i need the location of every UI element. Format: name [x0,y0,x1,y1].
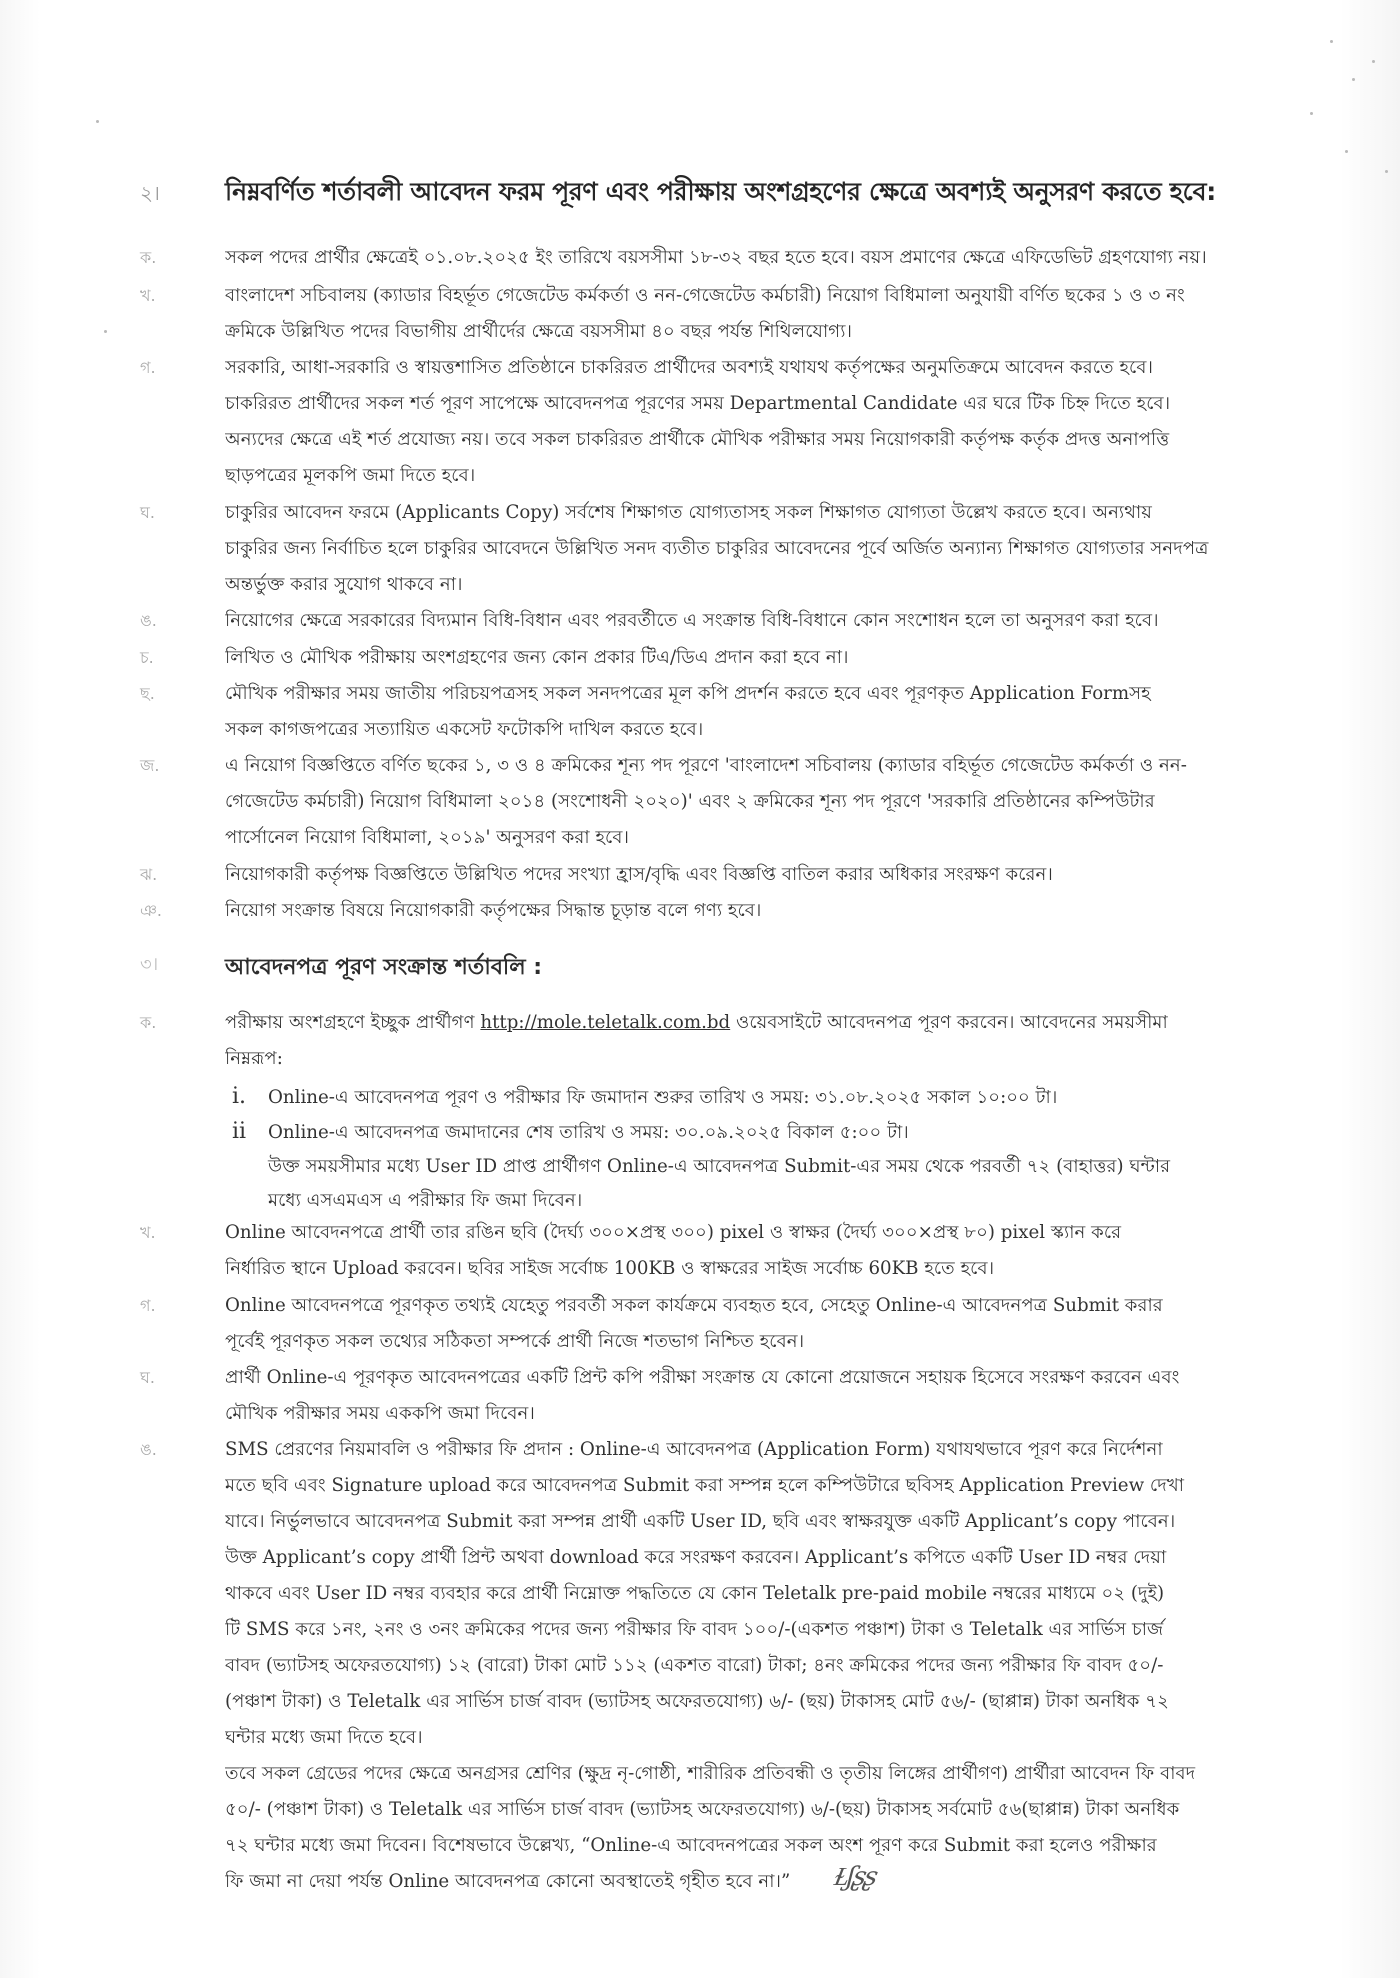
item-text-line: প্রার্থী Online-এ পূরণকৃত আবেদনপত্রের একটি প্রিন্ট কপি পরীক্ষা সংক্রান্ত যে কোনো প্রয়োজনে সহায়ক হিসেবে সংরক্ষণ করবেন এবং [225,1367,1180,1388]
item-text-line: তবে সকল গ্রেডের পদের ক্ষেত্রে অনগ্রসর শ্রেণির (ক্ষুদ্র নৃ-গোষ্ঠী, শারীরিক প্রতিবন্ধী ও তৃতীয় লিঙ্গের প্রার্থীগণ) প্রার্থীরা আবেদন ফি বাবদ [225,1763,1196,1784]
item-text-line: ফি জমা না দেয়া পর্যন্ত Online আবেদনপত্র কোনো অবস্থাতেই গৃহীত হবে না।” [225,1871,791,1892]
item-text-line: থাকবে এবং User ID নম্বর ব্যবহার করে প্রার্থী নিম্নোক্ত পদ্ধতিতে যে কোন Teletalk pre-paid mobile নম্বরের মাধ্যমে ০২ (দুই) [225,1583,1165,1604]
item-text-line [225,1005,1385,1041]
item-text-line: লিখিত ও মৌখিক পরীক্ষায় অংশগ্রহণের জন্য কোন প্রকার টিএ/ডিএ প্রদান করা হবে না। [225,647,849,668]
schedule-note-line: উক্ত সময়সীমার মধ্যে User ID প্রাপ্ত প্রার্থীগণ Online-এ আবেদনপত্র Submit-এর সময় থেকে পরবর্তী ৭২ (বাহাত্তর) ঘন্টার [268,1156,1171,1177]
item-text-line: মতে ছবি এবং Signature upload করে আবেদনপত্র Submit করা সম্পন্ন হলে কম্পিউটারে ছবিসহ Application Preview দেখা [225,1475,1185,1496]
schedule-row-end [232,1115,1382,1150]
item-text-line: ছাড়পত্রের মূলকপি জমা দিতে হবে। [225,465,476,486]
item-marker: ঙ. [140,611,157,630]
schedule-note-line: মধ্যে এসএমএস এ পরীক্ষার ফি জমা দিবেন। [268,1190,583,1211]
item-text-line: ৫০/- (পঞ্চাশ টাকা) ও Teletalk এর সার্ভিস চার্জ বাবদ (ভ্যাটসহ অফেরতযোগ্য) ৬/-(ছয়) টাকাসহ সর্বমোট ৫৬(ছাপ্পান্ন) টাকা অনধিক [225,1799,1180,1820]
item-text-line: টি SMS করে ১নং, ২নং ও ৩নং ক্রমিকের পদের জন্য পরীক্ষার ফি বাবদ ১০০/-(একশত পঞ্চাশ) টাকা ও Teletalk এর সার্ভিস চার্জ [225,1619,1164,1640]
item-marker: গ. [140,1296,156,1315]
condition-item-ka [140,240,1385,276]
condition-item-jha [140,857,1385,893]
item-text-line: পূর্বেই পূরণকৃত সকল তথ্যের সঠিকতা সম্পর্কে প্রার্থী নিজে শতভাগ নিশ্চিত হবেন। [225,1331,805,1352]
teletalk-website-link[interactable]: http://mole.teletalk.com.bd [480,1012,731,1033]
item-text-line: Online আবেদনপত্রে পূরণকৃত তথ্যই যেহেতু পরবর্তী সকল কার্যক্রমে ব্যবহৃত হবে, সেহেতু Online-এ আবেদনপত্র Submit করার [225,1295,1163,1316]
scan-speckle [1352,78,1355,81]
application-item-umo-sms-fee [140,1432,1385,1900]
roman-numeral: ii [232,1119,247,1144]
item-marker: ক. [140,248,157,267]
item-text-line: উক্ত Applicant’s copy প্রার্থী প্রিন্ট অথবা download করে সংরক্ষণ করবেন। Applicant’s কপিতে একটি User ID নম্বর দেয়া [225,1547,1167,1568]
item-text-line: ক্রমিকে উল্লিখিত পদের বিভাগীয় প্রার্থীর্দের ক্ষেত্রে বয়সসীমা ৪০ বছর পর্যন্ত শিথিলযোগ্য। [225,321,852,342]
item-text-line: নিয়োগের ক্ষেত্রে সরকারের বিদ্যমান বিধি-বিধান এবং পরবর্তীতে এ সংক্রান্ত বিধি-বিধানে কোন সংশোধন হলে তা অনুসরণ করা হবে। [225,610,1159,631]
scan-speckle [1372,60,1375,63]
item-text-line: নির্ধারিত স্থানে Upload করবেন। ছবির সাইজ সর্বোচ্চ 100KB ও স্বাক্ষরের সাইজ সর্বোচ্চ 60KB হতে হবে। [225,1258,995,1279]
condition-item-cha [140,640,1385,676]
condition-item-umo [140,603,1385,639]
condition-item-ga [140,350,1385,494]
item-text-line: (পঞ্চাশ টাকা) ও Teletalk এর সার্ভিস চার্জ বাবদ (ভ্যাটসহ অফেরতযোগ্য) ৬/- (ছয়) টাকাসহ মোট ৫৬/- (ছাপ্পান্ন) টাকা অনধিক ৭২ [225,1691,1169,1712]
item-text-line: এ নিয়োগ বিজ্ঞপ্তিতে বর্ণিত ছকের ১, ৩ ও ৪ ক্রমিকের শূন্য পদ পূরণে 'বাংলাদেশ সচিবালয় (ক্যাডার বহির্ভূত গেজেটেড কর্মকর্তা ও নন- [225,755,1187,776]
item-text-line: যাবে। নির্ভুলভাবে আবেদনপত্র Submit করা সম্পন্ন প্রার্থী একটি User ID, ছবি এবং স্বাক্ষরযুক্ত একটি Applicant’s copy পাবেন। [225,1511,1176,1532]
item-marker: ক. [140,1013,157,1032]
item-text-line: নিয়োগ সংক্রান্ত বিষয়ে নিয়োগকারী কর্তৃপক্ষের সিদ্ধান্ত চূড়ান্ত বলে গণ্য হবে। [225,900,762,921]
application-item-ga [140,1288,1385,1360]
section-number: ৩। [140,954,159,975]
section-2-heading [140,172,1380,215]
item-text-line: বাবদ (ভ্যাটসহ অফেরতযোগ্য) ১২ (বারো) টাকা মোট ১১২ (একশত বারো) টাকা; ৪নং ক্রমিকের পদের জন্য পরীক্ষার ফি বাবদ ৫০/- [225,1655,1164,1676]
item-text-line: বাংলাদেশ সচিবালয় (ক্যাডার বিহর্ভূত গেজেটেড কর্মকর্তা ও নন-গেজেটেড কর্মচারী) নিয়োগ বিধিমালা অনুযায়ী বর্ণিত ছকের ১ ও ৩ নং [225,285,1185,306]
item-marker: ঘ. [140,1368,155,1387]
item-text-line: চাকুরির আবেদন ফরমে (Applicants Copy) সর্বশেষ শিক্ষাগত যোগ্যতাসহ সকল শিক্ষাগত যোগ্যতা উল্লেখ করতে হবে। অন্যথায় [225,502,1152,523]
application-item-ka [140,1005,1385,1077]
item-marker: ছ. [140,684,155,703]
text-segment: ওয়েবসাইটে আবেদনপত্র পূরণ করবেন। আবেদনের সময়সীমা [730,1012,1168,1033]
item-text-line: নিয়োগকারী কর্তৃপক্ষ বিজ্ঞপ্তিতে উল্লিখিত পদের সংখ্যা হ্রাস/বৃদ্ধি এবং বিজ্ঞপ্তি বাতিল করার অধিকার সংরক্ষণ করেন। [225,864,1053,885]
item-marker: গ. [140,358,156,377]
scan-speckle [96,120,99,123]
text-segment: পরীক্ষায় অংশগ্রহণে ইচ্ছুক প্রার্থীগণ [225,1012,481,1033]
item-text-line: সরকারি, আধা-সরকারি ও স্বায়ত্তশাসিত প্রতিষ্ঠানে চাকরিরত প্রার্থীদের অবশ্যই যথাযথ কর্তৃপক্ষের অনুমতিক্রমে আবেদন করতে হবে। [225,357,1153,378]
item-text-line: ঘন্টার মধ্যে জমা দিতে হবে। [225,1727,423,1748]
item-marker: ঝ. [140,865,158,884]
section-number: ২। [140,181,160,205]
item-marker: খ. [140,286,156,305]
schedule-text: Online-এ আবেদনপত্র জমাদানের শেষ তারিখ ও সময়: ৩০.০৯.২০২৫ বিকাল ৫:০০ টা। [268,1122,909,1143]
scan-speckle [104,330,107,333]
scan-speckle [1385,170,1388,173]
item-text-line: Online আবেদনপত্রে প্রার্থী তার রঙিন ছবি (দৈর্ঘ্য ৩০০×প্রস্থ ৩০০) pixel ও স্বাক্ষর (দৈর্ঘ্য ৩০০×প্রস্থ ৮০) pixel স্ক্যান করে [225,1222,1122,1243]
scan-speckle [1330,40,1333,43]
item-marker: ঙ. [140,1440,157,1459]
item-text-line: অন্যদের ক্ষেত্রে এই শর্ত প্রযোজ্য নয়। তবে সকল চাকরিরত প্রার্থীকে মৌখিক পরীক্ষার সময় নিয়োগকারী কর্তৃপক্ষ কর্তৃক প্রদত্ত অনাপত্তি [225,429,1170,450]
schedule-row-start [232,1080,1382,1115]
section-title: আবেদনপত্র পূরণ সংক্রান্ত শর্তাবলি : [225,955,543,980]
item-text-line: SMS প্রেরণের নিয়মাবলি ও পরীক্ষার ফি প্রদান : Online-এ আবেদনপত্র (Application Form) যথাযথভাবে পূরণ করে নির্দেশনা [225,1439,1163,1460]
item-text-line: মৌখিক পরীক্ষার সময় জাতীয় পরিচয়পত্রসহ সকল সনদপত্রের মূল কপি প্রদর্শন করতে হবে এবং পূরণকৃত Application Formসহ [225,683,1151,704]
condition-item-gha [140,495,1385,603]
section-title: নিম্নবর্ণিত শর্তাবলী আবেদন ফরম পূরণ এবং পরীক্ষায় অংশগ্রহণের ক্ষেত্রে অবশ্যই অনুসরণ করতে হবে: [225,177,1216,206]
item-marker: চ. [140,648,154,667]
item-text-line: সকল কাগজপত্রের সত্যায়িত একসেট ফটোকপি দাখিল করতে হবে। [225,719,704,740]
application-item-kha [140,1215,1385,1287]
schedule-text: Online-এ আবেদনপত্র পূরণ ও পরীক্ষার ফি জমাদান শুরুর তারিখ ও সময়: ৩১.০৮.২০২৫ সকাল ১০:০০ টা। [268,1087,1058,1108]
item-text-line: নিম্নরূপ: [225,1048,283,1069]
application-item-gha [140,1360,1385,1432]
scan-speckle [1310,112,1313,115]
item-marker: ঘ. [140,503,155,522]
roman-numeral: i. [232,1084,247,1109]
item-text-line: ৭২ ঘন্টার মধ্যে জমা দিবেন। বিশেষভাবে উল্লেখ্য, “Online-এ আবেদনপত্রের সকল অংশ পূরণ করে Submit করা হলেও পরীক্ষার [225,1835,1157,1856]
item-marker: খ. [140,1223,156,1242]
scan-speckle [1345,150,1348,153]
item-marker: জ. [140,756,160,775]
item-text-line: চাকুরির জন্য নির্বাচিত হলে চাকুরির আবেদনে উল্লিখিত সনদ ব্যতীত চাকুরির আবেদনের পূর্বে অর্জিত অন্যান্য শিক্ষাগত যোগ্যতার সনদপত্র [225,538,1209,559]
condition-item-kha [140,278,1385,350]
condition-item-nya [140,893,1385,929]
handwritten-signature: Ɫʃʂʂ [831,1862,879,1892]
application-schedule-list [232,1080,1382,1218]
item-text-line: সকল পদের প্রার্থীর ক্ষেত্রেই ০১.০৮.২০২৫ ইং তারিখে বয়সসীমা ১৮-৩২ বছর হতে হবে। বয়স প্রমাণের ক্ষেত্রে এফিডেভিট গ্রহণযোগ্য নয়। [225,247,1207,268]
item-text-line: মৌখিক পরীক্ষার সময় এককপি জমা দিবেন। [225,1403,535,1424]
item-text-line: অন্তর্ভুক্ত করার সুযোগ থাকবে না। [225,574,463,595]
item-marker: ঞ. [140,901,162,920]
item-text-line: গেজেটেড কর্মচারী) নিয়োগ বিধিমালা ২০১৪ (সংশোধনী ২০২০)' এবং ২ ক্রমিকের শূন্য পদ পূরণে 'সরকারি প্রতিষ্ঠানের কম্পিউটার [225,791,1155,812]
condition-item-chha [140,676,1385,748]
condition-item-ja [140,748,1385,856]
item-text-line: চাকরিরত প্রার্থীদের সকল শর্ত পূরণ সাপেক্ষে আবেদনপত্র পূরণের সময় Departmental Candidate এর ঘরে টিক চিহ্ন দিতে হবে। [225,393,1171,414]
section-3-heading [140,950,543,987]
item-text-line: পার্সোনেল নিয়োগ বিধিমালা, ২০১৯' অনুসরণ করা হবে। [225,827,629,848]
